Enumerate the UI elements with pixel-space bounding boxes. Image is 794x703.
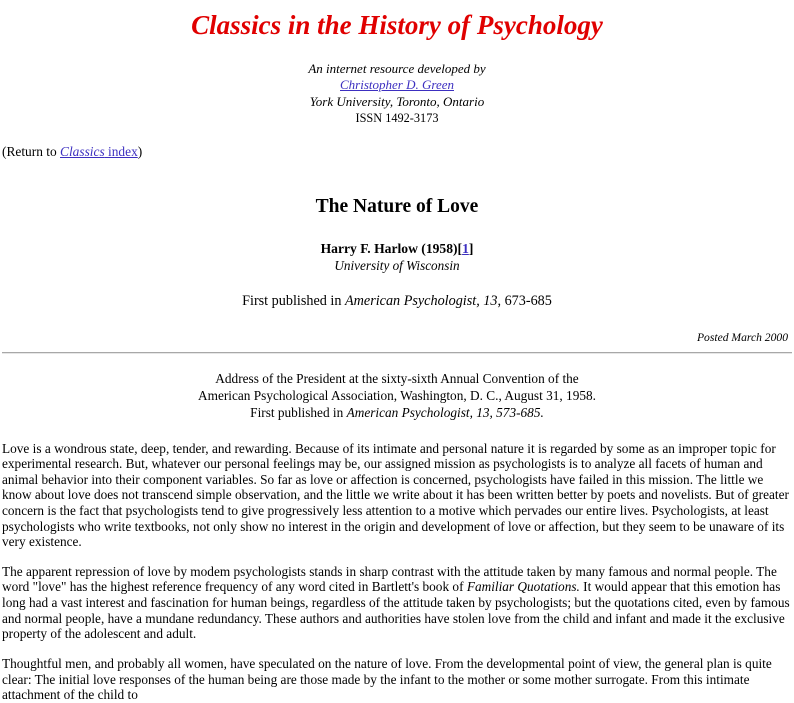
institution-line: York University, Toronto, Ontario: [309, 93, 485, 109]
credit-line: An internet resource developed by: [308, 60, 486, 76]
site-title: Classics in the History of Psychology: [191, 10, 603, 40]
text-segment: Thoughtful men, and probably all women, have speculated on the nature of love. From the developmental point of view, the general plan is quite clear: The initial love responses of the human being are those made by the infant to the mother or some mother surrogate. From this intimate attachment of the child to: [2, 655, 772, 703]
classics-index-link-italic: Classics: [60, 144, 105, 160]
page-title: The Nature of Love: [315, 196, 479, 218]
author-byline: [2, 241, 792, 258]
paragraph: [2, 441, 792, 550]
paragraph: [2, 656, 792, 703]
developer-line: [2, 77, 792, 94]
text-segment: It would appear that this emotion has long had a vast interest and fascination for human beings, regardless of the attitude taken by psychologists; but the quotations cited, even by famous and normal people, have a mundane redundancy. These authors and authorities have stolen love from the child and infant and made it the exclusive property of the adolescent and adult.: [2, 579, 790, 642]
text-segment: The apparent repression of love by modem psychologists stands in sharp contrast with the attitude taken by many famous and normal people. The word "love" has the highest reference frequency of any word cited in Bartlett's book of: [2, 563, 777, 595]
classics-index-link-rest: index: [104, 144, 138, 160]
paragraph: [2, 564, 792, 642]
footnote-bracket-close: ]: [468, 240, 474, 256]
address-line-1: Address of the President at the sixty-sixth Annual Convention of the: [215, 371, 579, 387]
text-segment: Love is a wondrous state, deep, tender, and rewarding. Because of its intimate and personal nature it is regarded by some as an improper topic for experimental research. But, whatever our personal feelings may be, our assigned mission as psychologists is to analyze all facets of human and animal behavior into their component variables. So far as love or affection is concerned, psychologists have failed in this mission. The little we know about love does not transcend simple observation, and the little we write about it has been written better by poets and novelists. But of greater concern is the fact that psychologists tend to give progressively less attention to a motive which pervades our entire lives. Psychologists, at least psychologists who write textbooks, not only show no interest in the origin and development of love or affection, but they seem to be unaware of its very existence.: [2, 440, 789, 550]
return-prefix: (Return to: [2, 144, 61, 160]
author-name: Harry F. Harlow (1958): [320, 240, 458, 256]
text-segment: Familiar Quotations.: [466, 579, 580, 595]
posted-date: Posted March 2000: [696, 331, 788, 345]
address-line-3-journal: American Psychologist, 13, 573-685.: [346, 404, 544, 420]
author-affiliation: University of Wisconsin: [334, 257, 460, 273]
article-body: [2, 441, 792, 703]
site-credit-block: [2, 61, 792, 127]
return-to-index-line: [2, 144, 792, 159]
journal-pages: , 673-685: [497, 293, 552, 310]
document-page: [0, 11, 794, 703]
footnote-1-link[interactable]: 1: [462, 240, 469, 256]
journal-name: American Psychologist, 13: [344, 293, 498, 310]
return-suffix: ): [137, 144, 143, 160]
issn-line: ISSN 1492-3173: [355, 110, 439, 125]
address-line-3: [2, 405, 792, 422]
horizontal-divider: [2, 352, 792, 354]
address-block: [2, 371, 792, 421]
footnote-bracket-open: [: [457, 240, 463, 256]
address-line-2: American Psychological Association, Washington, D. C., August 31, 1958.: [198, 388, 596, 404]
first-published-prefix: First published in: [242, 293, 345, 310]
address-line-3-prefix: First published in: [250, 404, 347, 420]
classics-index-link[interactable]: [60, 144, 138, 159]
developer-link[interactable]: Christopher D. Green: [340, 77, 454, 93]
first-published-line: [2, 294, 792, 310]
